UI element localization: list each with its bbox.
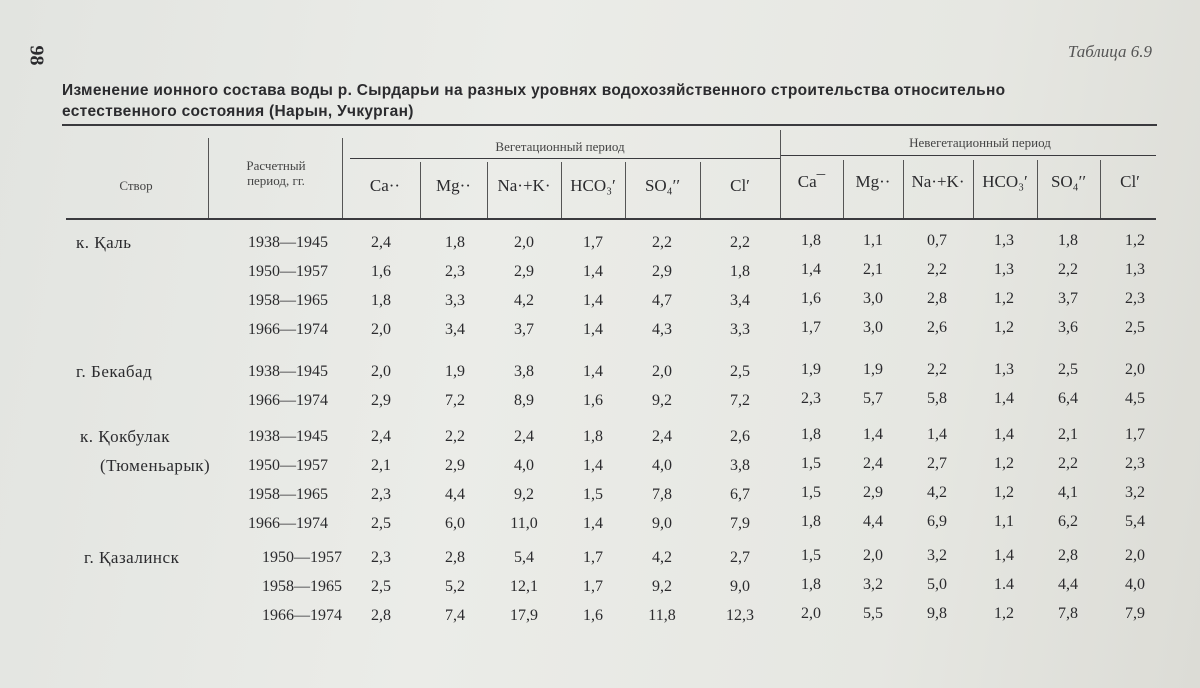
value-cell: 3,8 <box>730 457 750 474</box>
value-cell: 1,6 <box>583 607 603 624</box>
value-cell: 1,6 <box>583 392 603 409</box>
value-cell: 2,4 <box>371 428 391 445</box>
vline-period <box>342 138 343 218</box>
value-cell: 2,3 <box>445 263 465 280</box>
value-cell: 9,0 <box>730 578 750 595</box>
value-cell: 3,2 <box>927 547 947 564</box>
value-cell: 1,5 <box>801 547 821 564</box>
value-cell: 3,7 <box>514 321 534 338</box>
value-cell: 11,0 <box>510 515 538 532</box>
value-cell: 2,8 <box>927 290 947 307</box>
value-cell: 4,4 <box>445 486 465 503</box>
subheader-rule-veg <box>350 158 780 159</box>
value-cell: 7,8 <box>1058 605 1078 622</box>
vline-site <box>208 138 209 218</box>
value-cell: 1,9 <box>445 363 465 380</box>
value-cell: 2,1 <box>1058 426 1078 443</box>
table-caption: Изменение ионного состава воды р. Сырдарьи на разных уровнях водохозяйственного строительства относительно естественного состояния (Нарын, Учкурган) <box>62 82 1006 120</box>
value-cell: 1,4 <box>583 515 603 532</box>
period-cell: 1966—1974 <box>248 321 328 338</box>
value-cell: 7,4 <box>445 607 465 624</box>
value-cell: 4,0 <box>1125 576 1145 593</box>
value-cell: 9,2 <box>652 392 672 409</box>
ion-header: Cl′ <box>730 176 750 195</box>
value-cell: 9,0 <box>652 515 672 532</box>
value-cell: 2,2 <box>1058 455 1078 472</box>
value-cell: 1,4 <box>583 292 603 309</box>
value-cell: 6,4 <box>1058 390 1078 407</box>
value-cell: 2,0 <box>652 363 672 380</box>
page-number: 98 <box>25 45 48 66</box>
value-cell: 0,7 <box>927 232 947 249</box>
value-cell: 1,7 <box>583 549 603 566</box>
value-cell: 1,8 <box>801 426 821 443</box>
value-cell: 2,3 <box>371 549 391 566</box>
value-cell: 2,2 <box>652 234 672 251</box>
value-cell: 1,4 <box>583 263 603 280</box>
value-cell: 4,2 <box>514 292 534 309</box>
value-cell: 1,2 <box>994 319 1014 336</box>
value-cell: 2,3 <box>1125 290 1145 307</box>
ion-header: HCO₃′ <box>570 176 616 195</box>
value-cell: 6,0 <box>445 515 465 532</box>
ion-header: SO₄′′ <box>1050 172 1087 191</box>
period-cell: 1958—1965 <box>262 578 342 595</box>
site-name: к. Қокбулак <box>80 427 170 446</box>
value-cell: 6,7 <box>730 486 750 503</box>
site-name: (Тюменьарык) <box>100 456 211 475</box>
value-cell: 2,5 <box>1125 319 1145 336</box>
value-cell: 2,4 <box>514 428 534 445</box>
value-cell: 1,4 <box>927 426 947 443</box>
value-cell: 1,8 <box>583 428 603 445</box>
value-cell: 1,4 <box>801 261 821 278</box>
value-cell: 1,8 <box>801 576 821 593</box>
value-cell: 2,8 <box>1058 547 1078 564</box>
value-cell: 2,6 <box>730 428 750 445</box>
value-cell: 2,0 <box>514 234 534 251</box>
period-cell: 1938—1945 <box>248 428 328 445</box>
value-cell: 4,5 <box>1125 390 1145 407</box>
value-cell: 2,5 <box>1058 361 1078 378</box>
value-cell: 17,9 <box>510 607 538 624</box>
value-cell: 2,3 <box>371 486 391 503</box>
period-cell: 1966—1974 <box>248 515 328 532</box>
value-cell: 2,0 <box>371 321 391 338</box>
value-cell: 7,9 <box>730 515 750 532</box>
value-cell: 5,8 <box>927 390 947 407</box>
value-cell: 2,5 <box>371 515 391 532</box>
value-cell: 3,0 <box>863 290 883 307</box>
subheader-rule-nonveg <box>780 155 1156 156</box>
value-cell: 2,4 <box>652 428 672 445</box>
value-cell: 5,0 <box>927 576 947 593</box>
value-cell: 2,4 <box>371 234 391 251</box>
value-cell: 1,8 <box>371 292 391 309</box>
value-cell: 2,2 <box>1058 261 1078 278</box>
value-cell: 8,9 <box>514 392 534 409</box>
value-cell: 2,5 <box>371 578 391 595</box>
value-cell: 5,2 <box>445 578 465 595</box>
value-cell: 2,9 <box>652 263 672 280</box>
value-cell: 4,4 <box>1058 576 1078 593</box>
value-cell: 3,4 <box>445 321 465 338</box>
value-cell: 1,8 <box>1058 232 1078 249</box>
table-label: Таблица 6.9 <box>1067 42 1152 61</box>
header-site: Створ <box>119 178 153 193</box>
value-cell: 2,7 <box>927 455 947 472</box>
value-cell: 1,4 <box>583 321 603 338</box>
value-cell: 1,7 <box>1125 426 1145 443</box>
value-cell: 1,1 <box>863 232 883 249</box>
value-cell: 9,2 <box>652 578 672 595</box>
period-cell: 1966—1974 <box>248 392 328 409</box>
value-cell: 1,4 <box>583 457 603 474</box>
value-cell: 1,2 <box>994 455 1014 472</box>
value-cell: 4,2 <box>927 484 947 501</box>
value-cell: 7,2 <box>730 392 750 409</box>
site-name: к. Қаль <box>76 233 132 252</box>
value-cell: 2,3 <box>1125 455 1145 472</box>
ion-header: HCO₃′ <box>982 172 1028 191</box>
value-cell: 1,4 <box>994 547 1014 564</box>
value-cell: 7,9 <box>1125 605 1145 622</box>
value-cell: 1,4 <box>994 390 1014 407</box>
value-cell: 6,9 <box>927 513 947 530</box>
value-cell: 2,0 <box>863 547 883 564</box>
value-cell: 2,9 <box>514 263 534 280</box>
value-cell: 7,2 <box>445 392 465 409</box>
period-cell: 1938—1945 <box>248 234 328 251</box>
value-cell: 2,5 <box>730 363 750 380</box>
value-cell: 2,3 <box>801 390 821 407</box>
value-cell: 1,6 <box>801 290 821 307</box>
value-cell: 1,5 <box>801 455 821 472</box>
site-name: г. Бекабад <box>76 362 153 381</box>
value-cell: 1,1 <box>994 513 1014 530</box>
value-cell: 1,2 <box>994 484 1014 501</box>
value-cell: 2,6 <box>927 319 947 336</box>
value-cell: 3,2 <box>863 576 883 593</box>
value-cell: 2,2 <box>927 361 947 378</box>
value-cell: 2,0 <box>371 363 391 380</box>
value-cell: 4,4 <box>863 513 883 530</box>
period-cell: 1950—1957 <box>262 549 342 566</box>
ion-header: Ca·· <box>369 176 401 195</box>
header-bottom-rule <box>66 218 1156 220</box>
value-cell: 2,0 <box>1125 547 1145 564</box>
value-cell: 12,3 <box>726 607 754 624</box>
value-cell: 3,7 <box>1058 290 1078 307</box>
value-cell: 3,6 <box>1058 319 1078 336</box>
value-cell: 4,0 <box>652 457 672 474</box>
value-cell: 2,8 <box>445 549 465 566</box>
value-cell: 9,8 <box>927 605 947 622</box>
header-nonvegetation: Невегетационный период <box>909 135 1051 150</box>
period-cell: 1950—1957 <box>248 457 328 474</box>
value-cell: 2,8 <box>371 607 391 624</box>
value-cell: 2,2 <box>730 234 750 251</box>
value-cell: 1,5 <box>583 486 603 503</box>
value-cell: 1,3 <box>994 361 1014 378</box>
site-name: г. Қазалинск <box>84 548 180 567</box>
value-cell: 3,0 <box>863 319 883 336</box>
ion-header: Na·+K· <box>497 176 551 195</box>
value-cell: 1,6 <box>371 263 391 280</box>
value-cell: 1,4 <box>994 426 1014 443</box>
value-cell: 4,0 <box>514 457 534 474</box>
value-cell: 9,2 <box>514 486 534 503</box>
value-cell: 12,1 <box>510 578 538 595</box>
ion-header: Na·+K· <box>911 172 965 191</box>
value-cell: 4,2 <box>652 549 672 566</box>
value-cell: 1,8 <box>801 513 821 530</box>
value-cell: 1,3 <box>1125 261 1145 278</box>
period-cell: 1950—1957 <box>248 263 328 280</box>
period-cell: 1938—1945 <box>248 363 328 380</box>
value-cell: 1,8 <box>730 263 750 280</box>
value-cell: 7,8 <box>652 486 672 503</box>
value-cell: 1,2 <box>994 290 1014 307</box>
value-cell: 1,7 <box>583 234 603 251</box>
value-cell: 2,4 <box>863 455 883 472</box>
value-cell: 2,9 <box>863 484 883 501</box>
value-cell: 1,8 <box>445 234 465 251</box>
value-cell: 1.4 <box>994 576 1014 593</box>
value-cell: 1,9 <box>863 361 883 378</box>
value-cell: 2,9 <box>445 457 465 474</box>
ion-header: SO₄′′ <box>644 176 681 195</box>
value-cell: 6,2 <box>1058 513 1078 530</box>
value-cell: 2,0 <box>801 605 821 622</box>
value-cell: 11,8 <box>648 607 676 624</box>
value-cell: 1,7 <box>583 578 603 595</box>
period-cell: 1966—1974 <box>262 607 342 624</box>
value-cell: 1,3 <box>994 232 1014 249</box>
value-cell: 1,2 <box>1125 232 1145 249</box>
value-cell: 2,0 <box>1125 361 1145 378</box>
value-cell: 5,4 <box>1125 513 1145 530</box>
value-cell: 1,2 <box>994 605 1014 622</box>
value-cell: 2,7 <box>730 549 750 566</box>
value-cell: 2,9 <box>371 392 391 409</box>
value-cell: 2,1 <box>863 261 883 278</box>
value-cell: 1,4 <box>583 363 603 380</box>
value-cell: 1,4 <box>863 426 883 443</box>
value-cell: 4,1 <box>1058 484 1078 501</box>
value-cell: 2,1 <box>371 457 391 474</box>
value-cell: 3,8 <box>514 363 534 380</box>
value-cell: 2,2 <box>445 428 465 445</box>
value-cell: 3,4 <box>730 292 750 309</box>
ion-header: Mg·· <box>436 176 471 195</box>
ion-header: Cl′ <box>1120 172 1140 191</box>
ion-header: Ca¯ <box>797 172 826 191</box>
value-cell: 5,4 <box>514 549 534 566</box>
header-vegetation: Вегетационный период <box>495 139 625 154</box>
value-cell: 3,2 <box>1125 484 1145 501</box>
value-cell: 3,3 <box>730 321 750 338</box>
value-cell: 1,7 <box>801 319 821 336</box>
value-cell: 3,3 <box>445 292 465 309</box>
period-cell: 1958—1965 <box>248 292 328 309</box>
value-cell: 1,8 <box>801 232 821 249</box>
ion-header: Mg·· <box>855 172 891 191</box>
value-cell: 1,9 <box>801 361 821 378</box>
value-cell: 1,5 <box>801 484 821 501</box>
value-cell: 2,2 <box>927 261 947 278</box>
period-cell: 1958—1965 <box>248 486 328 503</box>
value-cell: 4,7 <box>652 292 672 309</box>
value-cell: 4,3 <box>652 321 672 338</box>
header-period: Расчетный период, гг. <box>246 158 306 188</box>
value-cell: 1,3 <box>994 261 1014 278</box>
value-cell: 5,5 <box>863 605 883 622</box>
top-rule <box>62 124 1157 126</box>
value-cell: 5,7 <box>863 390 883 407</box>
